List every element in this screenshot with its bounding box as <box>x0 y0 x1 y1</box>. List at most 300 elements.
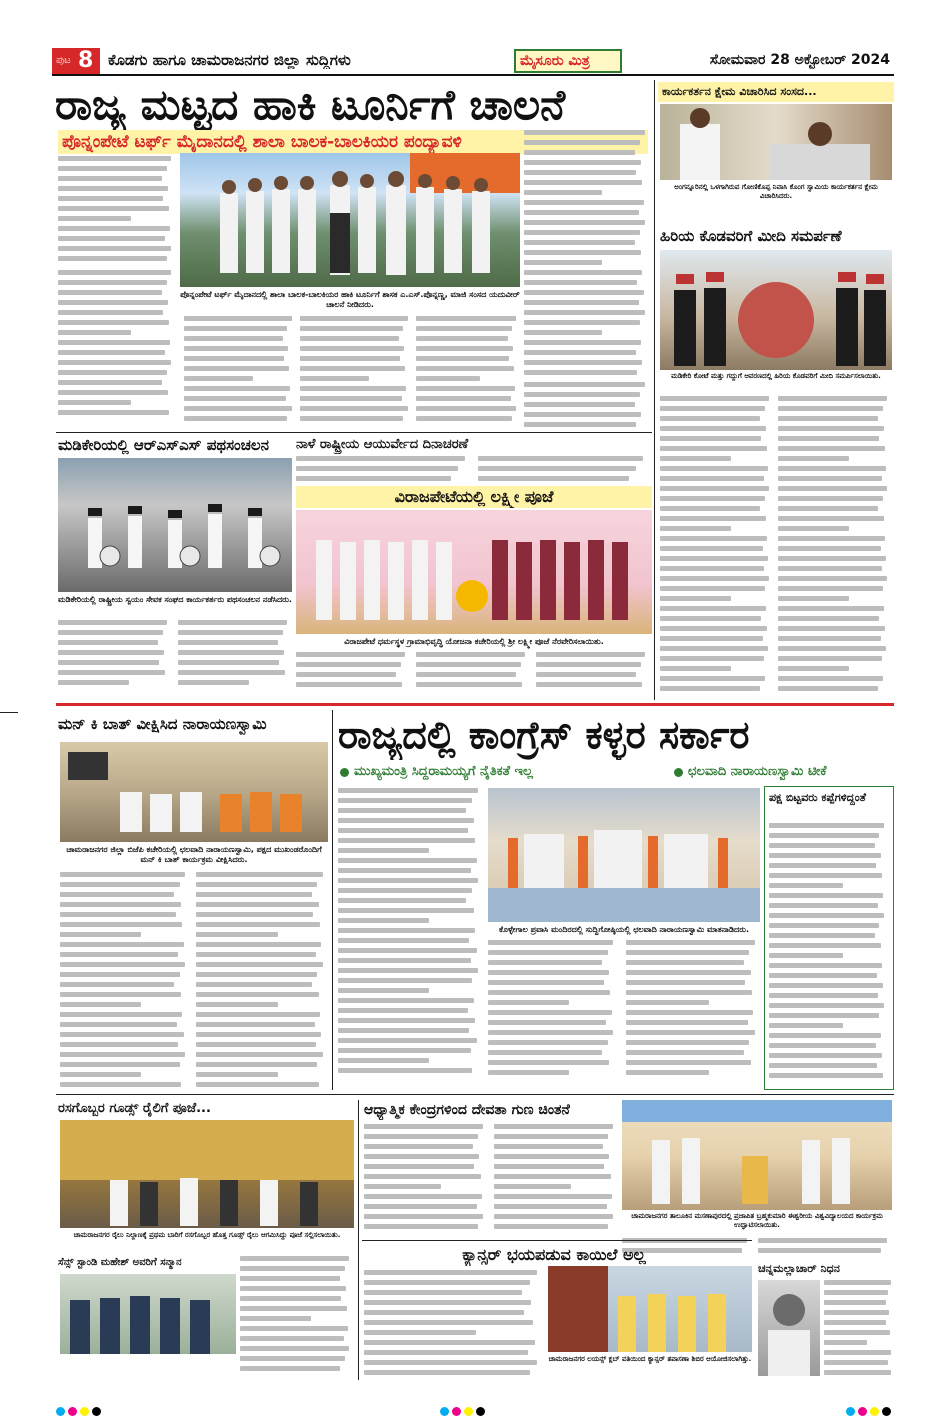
text-line <box>778 616 879 621</box>
text-line <box>364 1350 528 1355</box>
text-line <box>778 586 883 591</box>
text-line <box>494 1134 608 1139</box>
text-line <box>660 466 768 471</box>
text-line <box>338 1028 469 1033</box>
text-line <box>488 1010 612 1015</box>
text-line <box>196 972 317 977</box>
sensex-photo-group <box>60 1274 236 1354</box>
text-line <box>660 476 764 481</box>
reg-dot <box>56 1407 65 1416</box>
text-line <box>296 456 465 461</box>
text-line <box>660 416 760 421</box>
rss-body-col1 <box>58 620 172 694</box>
text-line <box>660 576 769 581</box>
text-line <box>524 220 645 225</box>
text-line <box>626 1040 749 1045</box>
text-line <box>524 270 642 275</box>
text-line <box>769 973 877 978</box>
sensex-body <box>240 1256 354 1380</box>
text-line <box>769 893 883 898</box>
text-line <box>660 616 761 621</box>
text-line <box>769 1063 877 1068</box>
text-line <box>364 1280 530 1285</box>
text-line <box>778 436 879 441</box>
mann-body-col1 <box>60 872 190 1092</box>
text-line <box>196 1032 321 1037</box>
text-line <box>524 260 602 265</box>
text-line <box>416 336 508 341</box>
text-line <box>196 1062 317 1067</box>
text-line <box>240 1346 349 1351</box>
text-line <box>778 446 885 451</box>
issue-date: ಸೋಮವಾರ 28 ಅಕ್ಟೋಬರ್ 2024 <box>709 52 890 68</box>
text-line <box>660 496 765 501</box>
spiritual-headline: ಆಧ್ಯಾತ್ಮಿಕ ಕೇಂದ್ರಗಳಿಂದ ದೇವತಾ ಗುಣ ಚಿಂತನೆ <box>364 1102 570 1118</box>
text-line <box>524 350 636 355</box>
text-line <box>488 1050 602 1055</box>
text-line <box>60 982 174 987</box>
text-line <box>778 656 882 661</box>
text-line <box>338 1058 429 1063</box>
text-line <box>364 1194 482 1199</box>
text-line <box>60 892 174 897</box>
congress-body-col1 <box>338 788 484 1080</box>
lead-body-col2a <box>184 316 296 428</box>
text-line <box>338 998 474 1003</box>
text-line <box>778 506 878 511</box>
text-line <box>58 256 167 261</box>
rss-headline: ಮಡಿಕೇರಿಯಲ್ಲಿ ಆರ್‌ಎಸ್‌ಎಸ್ ಪಥಸಂಚಲನ <box>58 436 269 454</box>
congress-caption: ಕೊಳ್ಳೇಗಾಲ ಪ್ರವಾಸಿ ಮಂದಿರದಲ್ಲಿ ಸುದ್ದಿಗೋಷ್ಠಿಯಲ್ಲಿ ಛಲವಾದಿ ನಾರಾಯಣಸ್ವಾಮಿ ಮಾತನಾಡಿದರು. <box>498 925 750 934</box>
mann-photo-audience <box>60 742 328 842</box>
text-line <box>416 652 525 657</box>
congress-photo <box>488 788 760 922</box>
text-line <box>660 446 767 451</box>
hospital-caption: ಅಂಗನ್ನೂರಿನಲ್ಲಿ ಒಳಗಾಗಿರುವ ಗೋಣಿಕೊಪ್ಪ ನಿವಾಸಿ ಕೊಂಗ ಸ್ವಾಮಿಯ ಕಾರ್ಯಕರ್ತನ ಕ್ಷೇಮ ವಿಚಾರಿಸಿದರು. <box>674 183 878 200</box>
text-line <box>524 170 636 175</box>
text-line <box>364 1360 537 1365</box>
text-line <box>660 546 763 551</box>
text-line <box>296 662 401 667</box>
text-line <box>300 416 403 421</box>
text-line <box>660 636 763 641</box>
text-line <box>196 922 320 927</box>
text-line <box>660 586 765 591</box>
congress-bullet-1: ಮುಖ್ಯಮಂತ್ರಿ ಸಿದ್ದರಾಮಯ್ಯಗೆ ನೈತಿಕತೆ ಇಲ್ಲ <box>354 764 533 779</box>
text-line <box>60 1042 178 1047</box>
text-line <box>494 1144 603 1149</box>
text-line <box>778 406 883 411</box>
congress-side-body <box>769 823 889 1085</box>
text-line <box>524 310 645 315</box>
text-line <box>769 1073 883 1078</box>
text-line <box>524 412 641 417</box>
text-line <box>240 1356 345 1361</box>
mann-caption: ಚಾಮರಾಜನಗರ ಜಿಲ್ಲಾ ಬಿಜೆಪಿ ಕಚೇರಿಯಲ್ಲಿ ಛಲವಾದಿ ನಾರಾಯಣಸ್ವಾಮಿ, ಪಕ್ಷದ ಮುಖಂಡರೊಂದಿಗೆ ಮನ್ ಕಿ ಬಾತ್ ಕಾರ್ಯಕ್ರಮ ವೀಕ್ಷಿಸಿದರು. <box>66 845 322 864</box>
reg-dot <box>92 1407 101 1416</box>
ayurveda-body-col1 <box>296 456 472 482</box>
text-line <box>196 902 319 907</box>
text-line <box>778 466 886 471</box>
text-line <box>824 1280 891 1285</box>
text-line <box>778 626 885 631</box>
text-line <box>824 1340 867 1345</box>
text-line <box>60 1032 184 1037</box>
text-line <box>416 346 513 351</box>
text-line <box>296 476 451 481</box>
text-line <box>364 1300 531 1305</box>
reg-dot <box>870 1407 879 1416</box>
text-line <box>824 1310 889 1315</box>
text-line <box>660 606 766 611</box>
text-line <box>58 380 162 385</box>
text-line <box>338 928 475 933</box>
text-line <box>58 390 168 395</box>
cancer-photo-camp <box>548 1266 752 1352</box>
text-line <box>240 1326 348 1331</box>
text-line <box>769 953 843 958</box>
text-line <box>524 392 640 397</box>
text-line <box>240 1266 345 1271</box>
reg-dot <box>846 1407 855 1416</box>
text-line <box>338 788 478 793</box>
elders-caption: ಮಡಿಕೇರಿ ಕೋಟೆ ಮತ್ತು ಗದ್ದುಗೆ ಆವರಣದಲ್ಲಿ ಹಿರಿಯ ಕೊಡವರಿಗೆ ಮೀದಿ ಸಮರ್ಪಿಸಲಾಯಿತು. <box>671 372 881 380</box>
text-line <box>626 1020 748 1025</box>
text-line <box>338 1048 471 1053</box>
puja-caption: ವಿರಾಜಪೇಟೆ ಧರ್ಮಸ್ಥಳ ಗ್ರಾಮಾಭಿವೃದ್ಧಿ ಯೋಜನಾ ಕಚೇರಿಯಲ್ಲಿ ಶ್ರೀ ಲಕ್ಷ್ಮೀ ಪೂಜೆ ನೆರವೇರಿಸಲಾಯಿತು. <box>344 637 604 646</box>
text-line <box>196 912 313 917</box>
text-line <box>338 858 477 863</box>
text-line <box>778 556 886 561</box>
text-line <box>196 1082 319 1087</box>
text-line <box>758 1248 881 1253</box>
text-line <box>494 1204 607 1209</box>
text-line <box>769 923 879 928</box>
text-line <box>60 1052 185 1057</box>
text-line <box>416 682 522 687</box>
text-line <box>524 330 602 335</box>
text-line <box>240 1316 311 1321</box>
text-line <box>778 396 887 401</box>
elders-headline: ಹಿರಿಯ ಕೊಡವರಿಗೆ ಮೀದಿ ಸಮರ್ಪಣೆ <box>660 227 842 245</box>
text-line <box>178 660 279 665</box>
text-line <box>300 366 405 371</box>
text-line <box>488 1030 613 1035</box>
lead-photo <box>180 153 520 287</box>
lead-body-col3 <box>524 130 650 378</box>
text-line <box>769 913 884 918</box>
congress-bullet-2: ಛಲವಾದಿ ನಾರಾಯಣಸ್ವಾಮಿ ಟೀಕೆ <box>688 764 827 779</box>
text-line <box>626 1060 751 1065</box>
text-line <box>778 596 849 601</box>
text-line <box>769 833 879 838</box>
text-line <box>338 938 469 943</box>
elders-photo-figures <box>660 250 892 370</box>
text-line <box>58 310 163 315</box>
text-line <box>364 1184 441 1189</box>
rasa-caption: ಚಾಮರಾಜನಗರ ರೈಲು ನಿಲ್ದಾಣಕ್ಕೆ ಪ್ರಥಮ ಬಾರಿಗೆ ರಸಗೊಬ್ಬರ ಹೊತ್ತ ಗೂಡ್ಸ್ ರೈಲು ಆಗಮಿಸಿದ್ದು ಪೂಜೆ ಸಲ್ಲಿಸಲಾಯಿತು. <box>73 1231 341 1239</box>
text-line <box>488 1040 608 1045</box>
obit-body <box>824 1280 894 1378</box>
text-line <box>778 646 886 651</box>
text-line <box>58 280 167 285</box>
text-line <box>338 878 478 883</box>
cancer-photo <box>548 1266 752 1352</box>
text-line <box>58 176 162 181</box>
text-line <box>758 1238 887 1243</box>
text-line <box>488 1060 609 1065</box>
text-line <box>778 686 878 691</box>
text-line <box>300 396 402 401</box>
lead-photo-people <box>180 153 520 287</box>
text-line <box>196 872 323 877</box>
text-line <box>824 1290 888 1295</box>
text-line <box>338 828 468 833</box>
crop-mark <box>0 712 18 713</box>
lead-subhead: ಪೊನ್ನಂಪೇಟೆ ಟರ್ಫ್ ಮೈದಾನದಲ್ಲಿ ಶಾಲಾ ಬಾಲಕ-ಬಾಲಕಿಯರ ಪಂದ್ಯಾವಳಿ <box>58 130 648 154</box>
text-line <box>364 1134 478 1139</box>
text-line <box>494 1194 612 1199</box>
text-line <box>824 1300 886 1305</box>
text-line <box>769 943 881 948</box>
text-line <box>416 406 516 411</box>
text-line <box>660 436 761 441</box>
text-line <box>524 360 642 365</box>
text-line <box>769 1043 876 1048</box>
text-line <box>660 506 760 511</box>
text-line <box>769 1033 881 1038</box>
text-line <box>494 1224 608 1229</box>
text-line <box>769 843 875 848</box>
text-line <box>338 838 475 843</box>
text-line <box>184 336 283 341</box>
text-line <box>660 676 765 681</box>
page-number-box <box>52 48 100 74</box>
text-line <box>416 386 515 391</box>
text-line <box>778 476 882 481</box>
text-line <box>240 1276 340 1281</box>
text-line <box>660 536 767 541</box>
right-top-title-bar <box>658 82 894 102</box>
text-line <box>240 1256 349 1261</box>
text-line <box>536 662 641 667</box>
ayurveda-body-col2 <box>478 456 650 482</box>
text-line <box>196 1052 323 1057</box>
obit-portrait <box>758 1280 820 1376</box>
text-line <box>778 496 883 501</box>
elders-body-col1 <box>660 396 774 696</box>
text-line <box>524 382 645 387</box>
hospital-photo <box>660 104 892 180</box>
text-line <box>58 340 170 345</box>
cancer-headline: ಕ್ಯಾನ್ಸರ್ ಭಯಪಡುವ ಕಾಯಿಲೆ ಅಲ್ಲ <box>462 1245 646 1264</box>
text-line <box>364 1320 533 1325</box>
text-line <box>60 962 185 967</box>
text-line <box>778 486 887 491</box>
rasa-photo-train <box>60 1120 354 1228</box>
text-line <box>660 626 767 631</box>
text-line <box>769 1013 879 1018</box>
reg-dot <box>440 1407 449 1416</box>
bullet-dot-1 <box>340 768 349 777</box>
text-line <box>524 240 635 245</box>
reg-dot <box>452 1407 461 1416</box>
spiritual-photo <box>622 1100 892 1210</box>
hospital-photo-figures <box>660 104 892 180</box>
text-line <box>524 190 602 195</box>
text-line <box>494 1164 604 1169</box>
text-line <box>58 650 164 655</box>
obit-box <box>758 1262 894 1380</box>
text-line <box>626 970 751 975</box>
text-line <box>488 980 604 985</box>
text-line <box>524 300 639 305</box>
section-title: ಕೊಡಗು ಹಾಗೂ ಚಾಮರಾಜನಗರ ಜಿಲ್ಲಾ ಸುದ್ದಿಗಳು <box>108 51 351 69</box>
text-line <box>626 960 744 965</box>
text-line <box>196 932 278 937</box>
text-line <box>364 1370 530 1375</box>
text-line <box>196 892 312 897</box>
text-line <box>660 566 764 571</box>
text-line <box>240 1296 341 1301</box>
puja-body-col2 <box>416 652 530 696</box>
text-line <box>769 863 876 868</box>
text-line <box>524 250 641 255</box>
text-line <box>824 1320 886 1325</box>
text-line <box>58 640 158 645</box>
text-line <box>536 672 636 677</box>
rss-body-col2 <box>178 620 292 694</box>
lead-body-col2c <box>416 316 520 428</box>
text-line <box>626 940 755 945</box>
text-line <box>824 1330 890 1335</box>
text-line <box>184 396 286 401</box>
text-line <box>524 370 637 375</box>
text-line <box>769 933 875 938</box>
text-line <box>178 630 283 635</box>
rss-photo <box>58 458 292 592</box>
text-line <box>524 140 640 145</box>
puja-body-col3 <box>536 652 650 696</box>
text-line <box>60 1022 177 1027</box>
text-line <box>196 882 317 887</box>
text-line <box>364 1270 537 1275</box>
text-line <box>338 898 466 903</box>
mann-photo <box>60 742 328 842</box>
text-line <box>494 1154 609 1159</box>
text-line <box>416 662 521 667</box>
text-line <box>184 346 288 351</box>
text-line <box>338 918 429 923</box>
text-line <box>778 576 887 581</box>
puja-photo-people <box>296 510 652 634</box>
text-line <box>300 406 408 411</box>
text-line <box>338 1018 475 1023</box>
header-bar <box>52 48 894 76</box>
text-line <box>660 426 766 431</box>
reg-dot <box>882 1407 891 1416</box>
puja-body-col1 <box>296 652 410 696</box>
text-line <box>60 1012 182 1017</box>
text-line <box>478 456 643 461</box>
page-number: 8 <box>78 48 94 73</box>
reg-dot <box>476 1407 485 1416</box>
section-divider <box>56 703 894 706</box>
puja-photo <box>296 510 652 634</box>
text-line <box>58 360 171 365</box>
text-line <box>58 156 171 161</box>
mann-body-col2 <box>196 872 328 1092</box>
text-line <box>416 672 516 677</box>
text-line <box>626 1070 709 1075</box>
text-line <box>488 970 609 975</box>
text-line <box>338 968 478 973</box>
text-line <box>778 666 849 671</box>
text-line <box>524 200 644 205</box>
text-line <box>769 903 878 908</box>
text-line <box>824 1350 891 1355</box>
text-line <box>58 400 131 405</box>
text-line <box>58 166 167 171</box>
congress-body-col2 <box>488 940 618 1080</box>
text-line <box>296 682 402 687</box>
text-line <box>196 992 319 997</box>
text-line <box>660 406 765 411</box>
text-line <box>60 912 176 917</box>
text-line <box>300 336 399 341</box>
text-line <box>58 410 169 415</box>
text-line <box>778 566 882 571</box>
text-line <box>178 640 278 645</box>
text-line <box>58 330 131 335</box>
text-line <box>338 958 471 963</box>
text-line <box>494 1124 613 1129</box>
puja-headline: ವಿರಾಜಪೇಟೆಯಲ್ಲಿ ಲಕ್ಷ್ಮೀ ಪೂಜೆ <box>296 486 652 508</box>
text-line <box>488 960 602 965</box>
text-line <box>196 1072 278 1077</box>
text-line <box>524 210 639 215</box>
text-line <box>338 948 477 953</box>
text-line <box>58 670 165 675</box>
text-line <box>296 652 405 657</box>
text-line <box>416 326 512 331</box>
ayurveda-headline: ನಾಳೆ ರಾಷ್ಟ್ರೀಯ ಆಯುರ್ವೇದ ದಿನಾಚರಣೆ <box>296 437 469 452</box>
text-line <box>58 206 169 211</box>
text-line <box>196 1022 315 1027</box>
congress-side-box <box>764 786 894 1090</box>
text-line <box>240 1306 347 1311</box>
text-line <box>769 983 883 988</box>
text-line <box>60 942 184 947</box>
rss-photo-march <box>58 458 292 592</box>
text-line <box>300 346 404 351</box>
text-line <box>60 952 178 957</box>
text-line <box>58 620 167 625</box>
text-line <box>58 186 168 191</box>
text-line <box>60 992 181 997</box>
text-line <box>478 476 629 481</box>
text-line <box>778 416 878 421</box>
text-line <box>524 280 637 285</box>
text-line <box>296 466 458 471</box>
text-line <box>300 356 400 361</box>
text-line <box>364 1290 522 1295</box>
text-line <box>536 652 645 657</box>
text-line <box>58 370 167 375</box>
text-line <box>660 526 731 531</box>
text-line <box>626 980 745 985</box>
text-line <box>178 650 284 655</box>
